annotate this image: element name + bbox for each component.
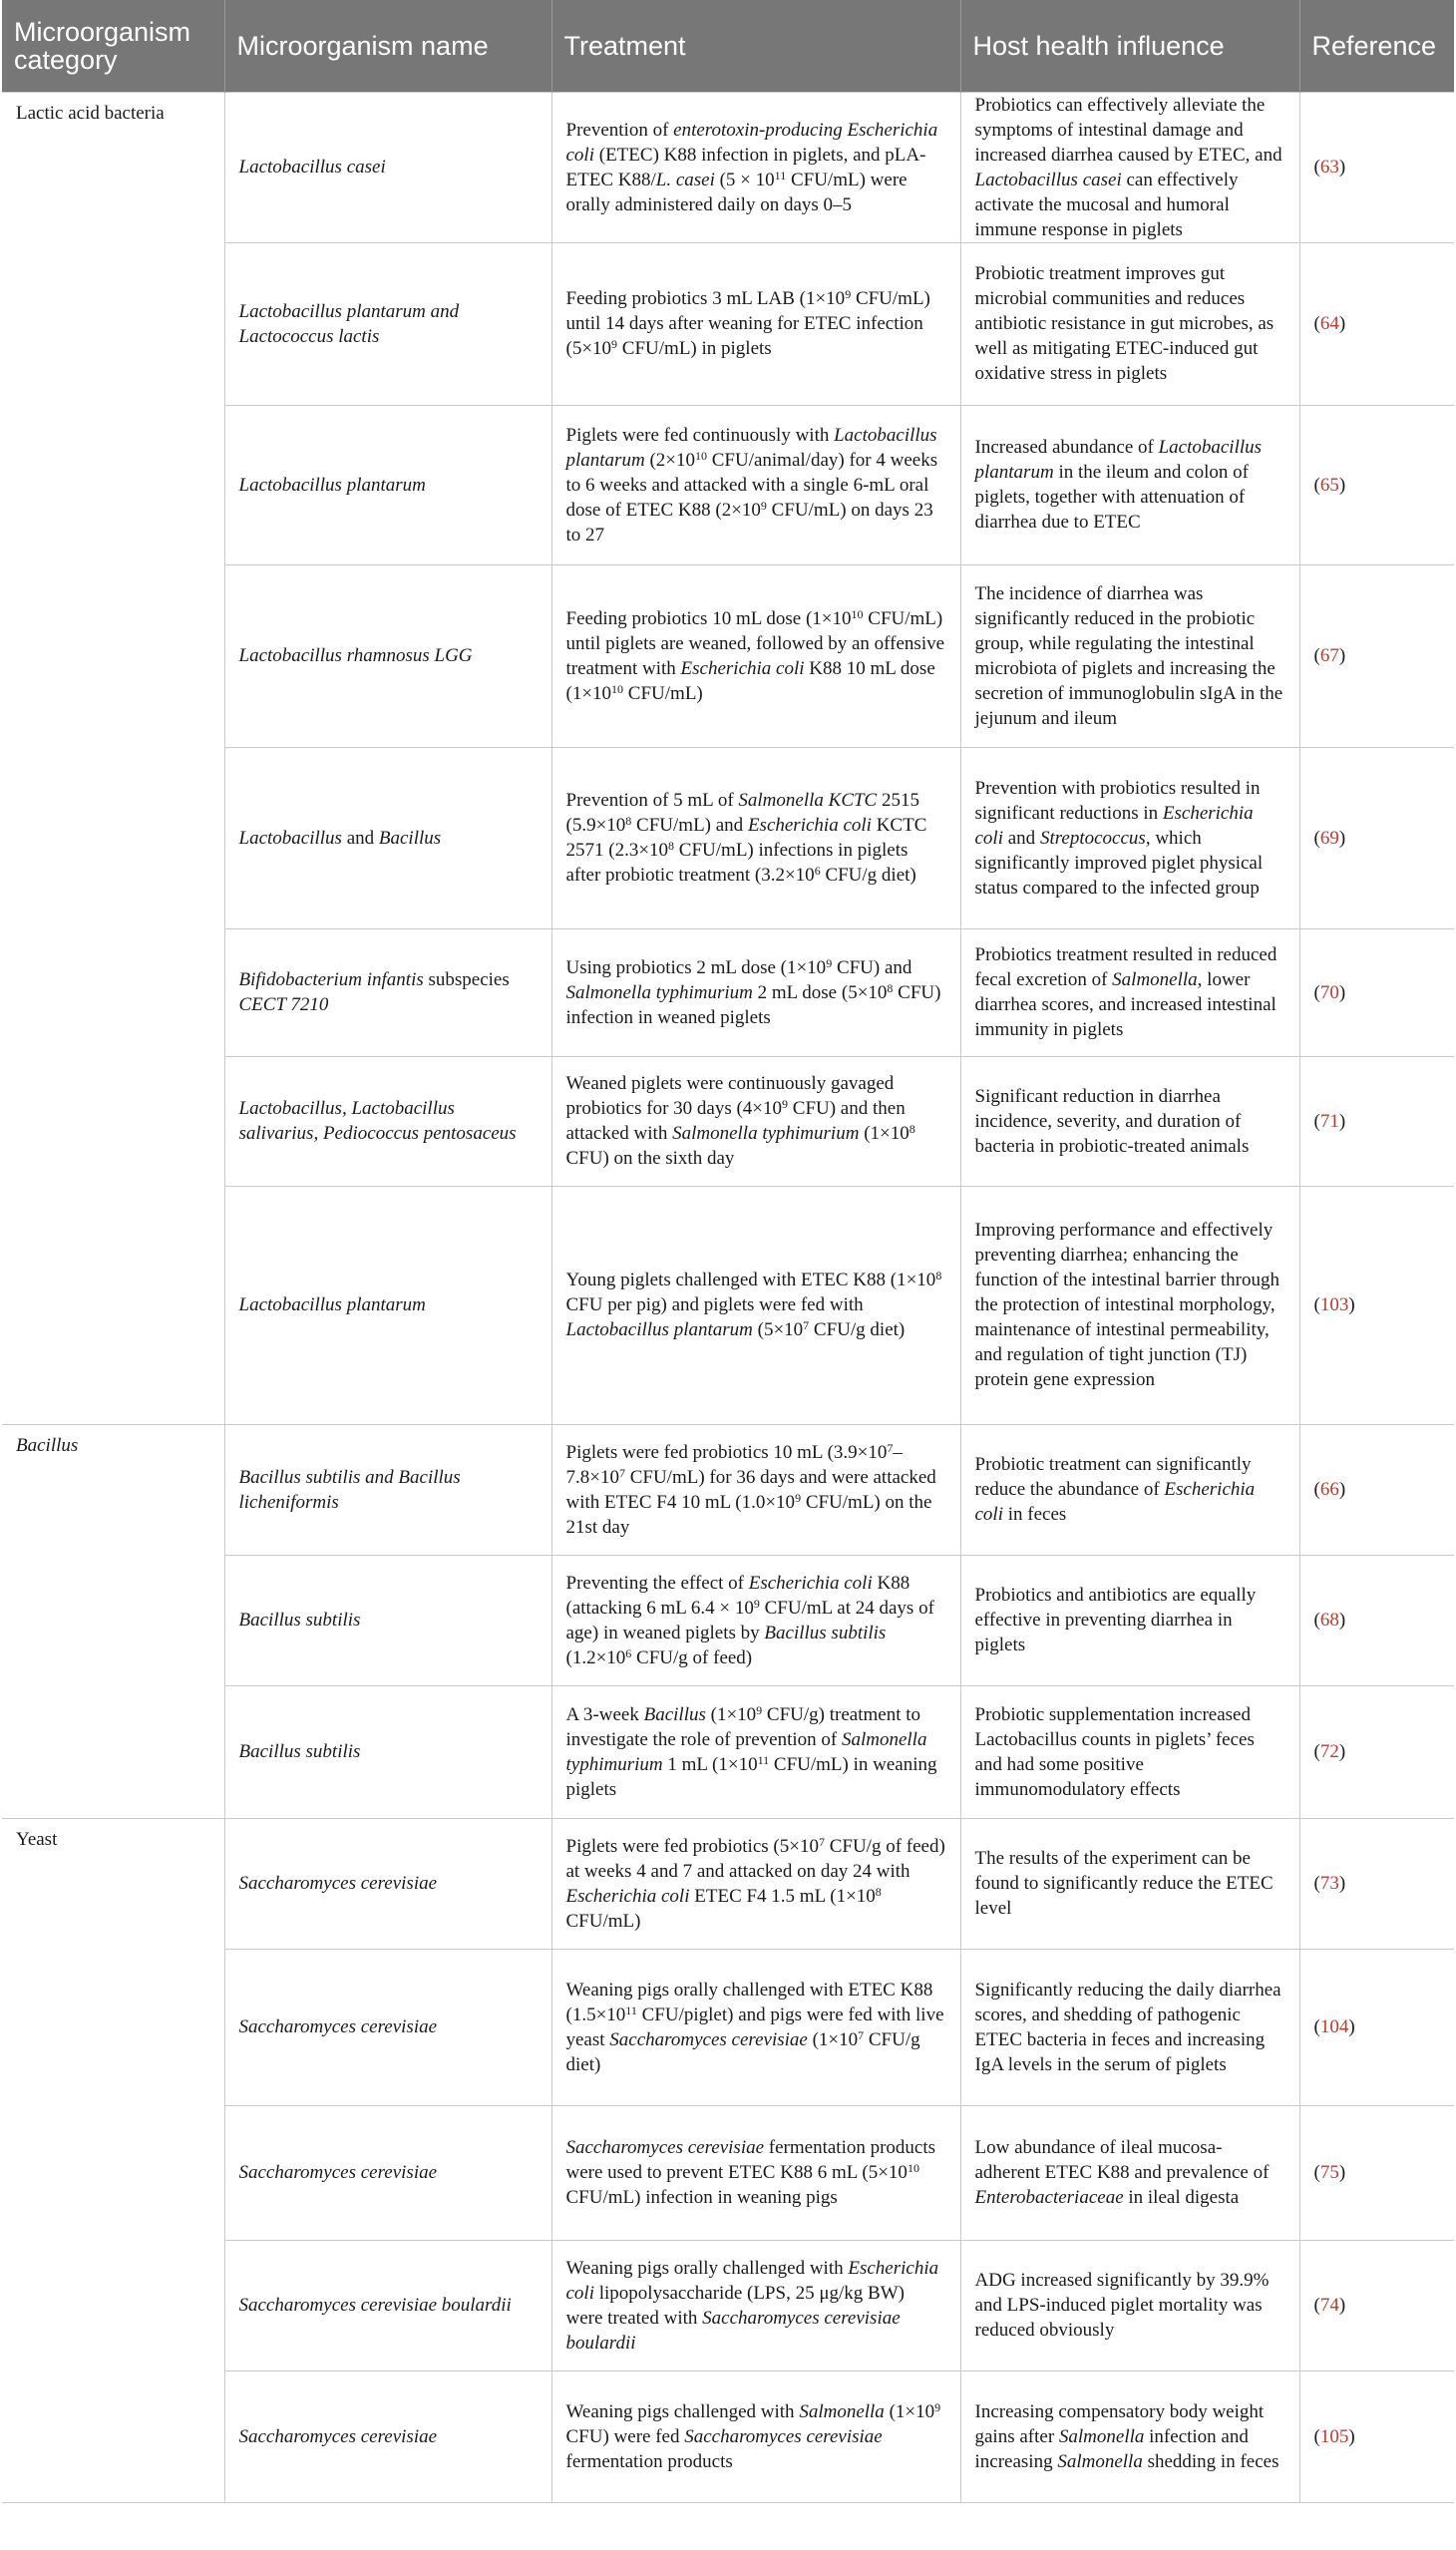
reference-number[interactable]: 104 [1319, 2016, 1349, 2037]
italic-text: Salmonella [1058, 2425, 1145, 2447]
text-run: CFU) infection in weaned piglets [565, 981, 941, 1028]
text-run: Young piglets challenged with ETEC K88 (1×10 [565, 1270, 936, 1290]
text-run: in feces [1003, 1504, 1067, 1525]
italic-text: Salmonella typhimurium [672, 1123, 860, 1144]
paren: ( [1313, 981, 1320, 1003]
treatment-cell [551, 928, 960, 1056]
name-cell [224, 1685, 551, 1818]
name-cell [224, 1186, 551, 1424]
italic-text: Escherichia coli [974, 1479, 1256, 1525]
name-cell [224, 747, 551, 928]
text-run: , lower diarrhea scores, and increased intestinal immunity in piglets [974, 969, 1276, 1040]
reference-link[interactable] [1299, 242, 1454, 405]
health-cell [960, 2240, 1299, 2370]
text-run: Significant reduction in diarrhea incidence, severity, and duration of bacteria in probiotic-treated animals [974, 1085, 1250, 1157]
text-run: 2515 (5.9×10 [565, 790, 919, 836]
text-run: and [341, 827, 379, 849]
text-run: CFU) and then attacked with [565, 1098, 906, 1144]
table-row [2, 1818, 1454, 1949]
text-run: 1 mL (1×10 [662, 1753, 758, 1775]
text-run: CFU/piglet) and pigs were fed with live yeast [565, 2004, 944, 2050]
italic-text: Salmonella [799, 2400, 885, 2422]
treatment-cell [551, 747, 960, 928]
italic-text: Salmonella [1112, 969, 1198, 990]
italic-text: Saccharomyces cerevisiae [684, 2425, 883, 2447]
reference-number[interactable]: 73 [1319, 1873, 1339, 1894]
italic-text: Escherichia coli [747, 815, 872, 836]
paren: ) [1338, 313, 1346, 334]
name-cell [224, 2370, 551, 2502]
italic-text: CECT 7210 [238, 994, 329, 1015]
reference-number[interactable]: 66 [1319, 1479, 1339, 1500]
text-run: subspecies [423, 969, 510, 990]
reference-link[interactable] [1299, 1424, 1454, 1555]
text-run: CFU/g diet) [565, 2028, 920, 2075]
superscript: 9 [760, 498, 767, 513]
reference-link[interactable] [1299, 1186, 1454, 1424]
text-run: (1×10 [807, 2028, 859, 2050]
reference-link[interactable] [1299, 747, 1454, 928]
reference-number[interactable]: 72 [1319, 1741, 1339, 1762]
reference-number[interactable]: 69 [1319, 827, 1339, 849]
text-run: CFU) on the sixth day [565, 1148, 735, 1169]
superscript: 10 [694, 448, 707, 463]
paren: ( [1313, 2295, 1320, 2316]
text-run: CFU per pig) and piglets were fed with [565, 1294, 864, 1315]
paren: ) [1338, 2295, 1346, 2316]
text-run: Probiotic treatment can significantly reduce the abundance of [974, 1454, 1252, 1500]
italic-text: Bacillus subtilis [238, 1741, 361, 1762]
reference-number[interactable]: 71 [1319, 1110, 1339, 1132]
paren: ( [1313, 1873, 1320, 1894]
health-cell [960, 928, 1299, 1056]
superscript: 7 [803, 1318, 810, 1332]
superscript: 8 [887, 980, 894, 995]
header-category: Microorganism category [2, 0, 224, 92]
name-cell [224, 564, 551, 747]
treatment-cell [551, 2105, 960, 2240]
table-row [2, 1424, 1454, 1555]
text-run: CFU/mL) and [631, 815, 748, 836]
italic-text: enterotoxin-producing Escherichia coli [565, 119, 938, 166]
text-run: CFU) and [832, 956, 912, 978]
text-run: CFU/mL) on days 23 to 27 [565, 499, 933, 546]
text-run: Increased abundance of [974, 437, 1159, 458]
reference-link[interactable] [1299, 2370, 1454, 2502]
paren: ) [1338, 1873, 1346, 1894]
health-cell [960, 1555, 1299, 1685]
superscript: 9 [934, 2399, 941, 2414]
name-cell [224, 242, 551, 405]
superscript: 10 [907, 2161, 919, 2175]
name-cell [224, 405, 551, 564]
paren: ) [1338, 1610, 1346, 1631]
text-run: Prevention with probiotics resulted in significant reductions in [974, 777, 1261, 824]
superscript: 7 [858, 2027, 865, 2042]
reference-link[interactable] [1299, 1818, 1454, 1949]
health-cell [960, 1186, 1299, 1424]
text-run: Weaned piglets were continuously gavaged probiotics for 30 days (4×10 [565, 1073, 895, 1119]
text-run: infection and increasing [974, 2425, 1249, 2472]
text-run: CFU/g diet) [820, 865, 916, 886]
italic-text: Lactobacillus plantarum [565, 424, 937, 471]
italic-text: Bacillus subtilis [238, 1610, 361, 1631]
superscript: 7 [618, 1465, 625, 1480]
italic-text: Lactobacillus plantarum [238, 1294, 426, 1315]
text-run: CFU/g of feed) at weeks 4 and 7 and attacked on day 24 with [565, 1835, 945, 1882]
text-run: Weaning pigs orally challenged with ETEC K88 (1.5×10 [565, 1979, 933, 2025]
reference-link[interactable] [1299, 1056, 1454, 1186]
text-run: CFU/mL) until piglets are weaned, followed by an offensive treatment with [565, 607, 945, 679]
italic-text: Saccharomyces cerevisiae boulardii [238, 2295, 512, 2316]
reference-number[interactable]: 68 [1319, 1610, 1339, 1631]
paren: ( [1313, 1610, 1320, 1631]
italic-text: Saccharomyces cerevisiae [238, 2425, 438, 2447]
reference-link[interactable] [1299, 564, 1454, 747]
paren: ( [1313, 474, 1320, 496]
paren: ( [1313, 157, 1320, 178]
superscript: 11 [774, 168, 787, 182]
superscript: 6 [814, 864, 821, 878]
italic-text: Lactobacillus casei [974, 169, 1122, 190]
text-run: CFU/mL at 24 days of age) in weaned piglets by [565, 1597, 934, 1643]
header-treatment: Treatment [551, 0, 960, 92]
text-run: K88 10 mL dose (1×10 [565, 657, 935, 704]
health-cell [960, 564, 1299, 747]
superscript: 9 [795, 1490, 802, 1505]
name-cell [224, 1818, 551, 1949]
italic-text: Lactobacillus plantarum [238, 474, 426, 496]
reference-number[interactable]: 65 [1319, 474, 1339, 496]
paren: ( [1313, 827, 1320, 849]
italic-text: Lactobacillus plantarum and Lactococcus lactis [238, 300, 460, 347]
health-cell [960, 92, 1299, 242]
probiotics-table [2, 0, 1454, 2503]
superscript: 8 [875, 1884, 882, 1899]
text-run: The results of the experiment can be found to significantly reduce the ETEC level [974, 1848, 1274, 1919]
paren: ) [1338, 474, 1346, 496]
treatment-cell [551, 242, 960, 405]
treatment-cell [551, 1685, 960, 1818]
superscript: 8 [668, 839, 675, 853]
health-cell [960, 405, 1299, 564]
text-run: The incidence of diarrhea was significantly reduced in the probiotic group, while regulating the intestinal microbiota of piglets and increasing the secretion of immunoglobulin sIgA in the jejunum and ileum [974, 582, 1283, 729]
italic-text: Enterobacteriaceae [974, 2187, 1124, 2208]
treatment-cell [551, 1818, 960, 1949]
italic-text: Saccharomyces cerevisiae [238, 1873, 438, 1894]
text-run: CFU/mL) for 36 days and were attacked with ETEC F4 10 mL (1.0×10 [565, 1466, 936, 1513]
text-run: CFU/mL) in piglets [617, 338, 772, 359]
text-run: CFU) were fed [565, 2425, 685, 2447]
italic-text: Lactobacillus casei [238, 157, 386, 178]
health-cell [960, 2370, 1299, 2502]
paren: ) [1338, 981, 1346, 1003]
paren: ( [1313, 2425, 1320, 2447]
paren: ) [1348, 1294, 1355, 1315]
health-cell [960, 1056, 1299, 1186]
text-run: (5 × 10 [714, 169, 775, 190]
treatment-cell [551, 1056, 960, 1186]
text-run: lipopolysaccharide (LPS, 25 μg/kg BW) were treated with [565, 2282, 905, 2329]
text-run: (1×10 [859, 1123, 910, 1144]
text-run: Piglets were fed probiotics 10 mL (3.9×10 [565, 1441, 888, 1463]
text-run: Prevention of [565, 119, 674, 141]
text-run: Piglets were fed probiotics (5×10 [565, 1835, 819, 1857]
text-run: CFU/mL) until 14 days after weaning for ETEC infection (5×10 [565, 288, 930, 359]
reference-link[interactable] [1299, 92, 1454, 242]
italic-text: Lactobacillus plantarum [974, 437, 1263, 483]
text-run: CFU/mL) [565, 1910, 641, 1932]
italic-text: Streptococcus [1039, 827, 1146, 849]
category-label: Bacillus [16, 1434, 79, 1456]
header-health: Host health influence [960, 0, 1299, 92]
text-run: Piglets were fed continuously with [565, 424, 835, 446]
reference-number[interactable]: 103 [1319, 1294, 1349, 1315]
italic-text: Bifidobacterium infantis [238, 969, 424, 990]
name-cell [224, 92, 551, 242]
reference-link[interactable] [1299, 928, 1454, 1056]
name-cell [224, 1424, 551, 1555]
text-run: Increasing compensatory body weight gains after [974, 2400, 1265, 2447]
category-label: Lactic acid bacteria [16, 102, 165, 124]
italic-text: Salmonella KCTC [738, 790, 878, 811]
header-row [2, 0, 1454, 92]
text-run: (ETEC) K88 infection in piglets, and pLA-ETEC K88/ [565, 144, 926, 190]
category-cell [2, 1818, 224, 2502]
italic-text: Escherichia coli [565, 1885, 690, 1907]
treatment-cell [551, 1555, 960, 1685]
superscript: 11 [625, 2003, 637, 2017]
text-run: (2×10 [644, 449, 695, 471]
superscript: 10 [851, 606, 864, 621]
text-run: Probiotic supplementation increased Lactobacillus counts in piglets’ feces and had some positive immunomodulatory effects [974, 1703, 1255, 1800]
superscript: 7 [887, 1440, 894, 1455]
health-cell [960, 2105, 1299, 2240]
treatment-cell [551, 1949, 960, 2105]
paren: ( [1313, 645, 1320, 666]
superscript: 9 [782, 1097, 789, 1111]
table-body [2, 92, 1454, 2502]
text-run: Prevention of 5 mL of [565, 790, 739, 811]
reference-link[interactable] [1299, 405, 1454, 564]
reference-link[interactable] [1299, 1685, 1454, 1818]
name-cell [224, 2105, 551, 2240]
text-run: in the ileum and colon of piglets, together with attenuation of diarrhea due to ETEC [974, 462, 1249, 533]
text-run: fermentation products [565, 2450, 733, 2472]
text-run: shedding in feces [1142, 2450, 1279, 2472]
paren: ) [1338, 2162, 1346, 2183]
paren: ) [1338, 1741, 1346, 1762]
superscript: 8 [909, 1122, 915, 1136]
italic-text: Escherichia coli [565, 2257, 939, 2304]
italic-text: Escherichia coli [680, 657, 805, 679]
text-run: , which significantly improved piglet physical status compared to the infected group [974, 827, 1264, 899]
table-header [2, 0, 1454, 92]
superscript: 8 [625, 814, 632, 828]
italic-text: Salmonella typhimurium [565, 1728, 927, 1775]
health-cell [960, 747, 1299, 928]
paren: ( [1313, 2162, 1320, 2183]
paren: ( [1313, 1479, 1320, 1500]
italic-text: Escherichia coli [748, 1572, 873, 1594]
text-run: Low abundance of ileal mucosa-adherent ETEC K88 and prevalence of [974, 2137, 1270, 2183]
italic-text: Bacillus subtilis [764, 1622, 887, 1643]
text-run: (1.2×10 [565, 1646, 626, 1668]
treatment-cell [551, 405, 960, 564]
paren: ) [1348, 2016, 1355, 2037]
text-run: Probiotics treatment resulted in reduced fecal excretion of [974, 944, 1277, 990]
superscript: 7 [818, 1834, 825, 1849]
reference-number[interactable]: 75 [1319, 2162, 1339, 2183]
text-run: Preventing the effect of [565, 1572, 749, 1594]
treatment-cell [551, 1424, 960, 1555]
table-row [2, 92, 1454, 242]
superscript: 9 [826, 955, 833, 970]
italic-text: Bacillus [378, 827, 442, 849]
superscript: 6 [625, 1645, 632, 1660]
text-run: (1×10 [884, 2400, 935, 2422]
health-cell [960, 1424, 1299, 1555]
reference-link[interactable] [1299, 1555, 1454, 1685]
header-reference: Reference [1299, 0, 1454, 92]
italic-text: Bacillus subtilis and Bacillus licheniformis [238, 1466, 461, 1513]
italic-text: Salmonella typhimurium [565, 981, 753, 1003]
header-name: Microorganism name [224, 0, 551, 92]
treatment-cell [551, 1186, 960, 1424]
text-run: (1×10 [705, 1703, 757, 1725]
treatment-cell [551, 2240, 960, 2370]
text-run: CFU/mL) infection in weaning pigs [565, 2187, 838, 2208]
italic-text: L. casei [655, 169, 715, 190]
paren: ( [1313, 1741, 1320, 1762]
text-run: CFU/mL) on the 21st day [565, 1491, 932, 1538]
paren: ) [1338, 645, 1346, 666]
text-run: Using probiotics 2 mL dose (1×10 [565, 956, 827, 978]
text-run: CFU/g of feed) [631, 1646, 753, 1668]
text-run: CFU/mL) were orally administered daily on days 0–5 [565, 169, 908, 215]
text-run: ADG increased significantly by 39.9% and LPS-induced piglet mortality was reduced obviously [974, 2270, 1270, 2341]
text-run: Feeding probiotics 3 mL LAB (1×10 [565, 288, 846, 309]
reference-number[interactable]: 67 [1319, 645, 1339, 666]
category-label: Yeast [16, 1828, 58, 1850]
italic-text: Saccharomyces cerevisiae [238, 2016, 438, 2037]
italic-text: Lactobacillus, Lactobacillus salivarius, Pediococcus pentosaceus [238, 1098, 517, 1144]
paren: ( [1313, 313, 1320, 334]
text-run: ETEC F4 1.5 mL (1×10 [689, 1885, 876, 1907]
health-cell [960, 1685, 1299, 1818]
superscript: 8 [935, 1269, 942, 1282]
name-cell [224, 928, 551, 1056]
reference-link[interactable] [1299, 2105, 1454, 2240]
treatment-cell [551, 564, 960, 747]
paren: ) [1338, 157, 1346, 178]
text-run: Feeding probiotics 10 mL dose (1×10 [565, 607, 852, 629]
text-run: K88 (attacking 6 mL 6.4 × 10 [565, 1572, 910, 1619]
paren: ( [1313, 1294, 1320, 1315]
italic-text: Lactobacillus rhamnosus LGG [238, 645, 473, 666]
reference-number[interactable]: 70 [1319, 981, 1339, 1003]
text-run: Weaning pigs challenged with [565, 2400, 800, 2422]
category-cell [2, 92, 224, 1424]
text-run: Probiotics and antibiotics are equally effective in preventing diarrhea in piglets [974, 1585, 1257, 1655]
health-cell [960, 1949, 1299, 2105]
italic-text: Salmonella [1057, 2450, 1143, 2472]
reference-number[interactable]: 63 [1319, 157, 1339, 178]
text-run: can effectively activate the mucosal and humoral immune response in piglets [974, 169, 1239, 240]
italic-text: Escherichia coli [974, 802, 1254, 849]
text-run: 2 mL dose (5×10 [752, 981, 888, 1003]
text-run: and [1003, 827, 1040, 849]
italic-text: Saccharomyces cerevisiae [565, 2137, 765, 2158]
text-run: fermentation products were used to prevent ETEC K88 6 mL (5×10 [565, 2137, 936, 2183]
italic-text: Saccharomyces cerevisiae boulardii [565, 2307, 901, 2354]
superscript: 9 [611, 337, 618, 351]
category-cell [2, 1424, 224, 1818]
italic-text: Lactobacillus plantarum [565, 1319, 753, 1340]
text-run: Probiotic treatment improves gut microbial communities and reduces antibiotic resistance in gut microbes, as well as mitigating ETEC-induced gut oxidative stress in piglets [974, 263, 1274, 384]
text-run: –7.8×10 [565, 1441, 903, 1488]
superscript: 11 [757, 1752, 770, 1767]
paren: ) [1348, 2425, 1355, 2447]
italic-text: Lactobacillus [238, 827, 342, 849]
text-run: KCTC 2571 (2.3×10 [565, 815, 927, 861]
paren: ) [1338, 1479, 1346, 1500]
reference-number[interactable]: 74 [1319, 2295, 1339, 2316]
italic-text: Bacillus [643, 1703, 706, 1725]
text-run: CFU/g diet) [809, 1319, 906, 1340]
reference-number[interactable]: 105 [1319, 2425, 1349, 2447]
paren: ( [1313, 2016, 1320, 2037]
italic-text: Saccharomyces cerevisiae [609, 2028, 808, 2050]
text-run: CFU/mL) in weaning piglets [565, 1753, 937, 1800]
italic-text: Saccharomyces cerevisiae [238, 2162, 438, 2183]
text-run: CFU/animal/day) for 4 weeks to 6 weeks and attacked with a single 6-mL oral dose of ETEC K88 (2×10 [565, 449, 938, 521]
treatment-cell [551, 2370, 960, 2502]
text-run: CFU/mL) infections in piglets after probiotic treatment (3.2×10 [565, 840, 909, 886]
text-run: (5×10 [752, 1319, 804, 1340]
name-cell [224, 2240, 551, 2370]
reference-link[interactable] [1299, 2240, 1454, 2370]
paren: ) [1338, 1110, 1346, 1132]
health-cell [960, 1818, 1299, 1949]
superscript: 9 [845, 287, 852, 301]
text-run: A 3-week [565, 1703, 644, 1725]
name-cell [224, 1949, 551, 2105]
name-cell [224, 1056, 551, 1186]
text-run: Significantly reducing the daily diarrhea scores, and shedding of pathogenic ETEC bacteria in feces and increasing IgA levels in the serum of piglets [974, 1979, 1281, 2075]
reference-number[interactable]: 64 [1319, 313, 1339, 334]
superscript: 10 [611, 681, 624, 696]
paren: ( [1313, 1110, 1320, 1132]
text-run: in ileal digesta [1123, 2187, 1240, 2208]
name-cell [224, 1555, 551, 1685]
text-run: Weaning pigs orally challenged with [565, 2257, 849, 2279]
text-run: CFU/mL) [623, 682, 703, 704]
treatment-cell [551, 92, 960, 242]
paren: ) [1338, 827, 1346, 849]
reference-link[interactable] [1299, 1949, 1454, 2105]
health-cell [960, 242, 1299, 405]
text-run: Probiotics can effectively alleviate the symptoms of intestinal damage and increased diarrhea caused by ETEC, and [974, 94, 1282, 166]
text-run: CFU/g) treatment to investigate the role of prevention of [565, 1703, 921, 1750]
superscript: 9 [756, 1702, 763, 1717]
superscript: 9 [753, 1596, 760, 1611]
text-run: Improving performance and effectively preventing diarrhea; enhancing the function of the intestinal barrier through the protection of intestinal morphology, maintenance of intestinal permeability, and regulation of tight junction (TJ) protein gene expression [974, 1220, 1279, 1390]
